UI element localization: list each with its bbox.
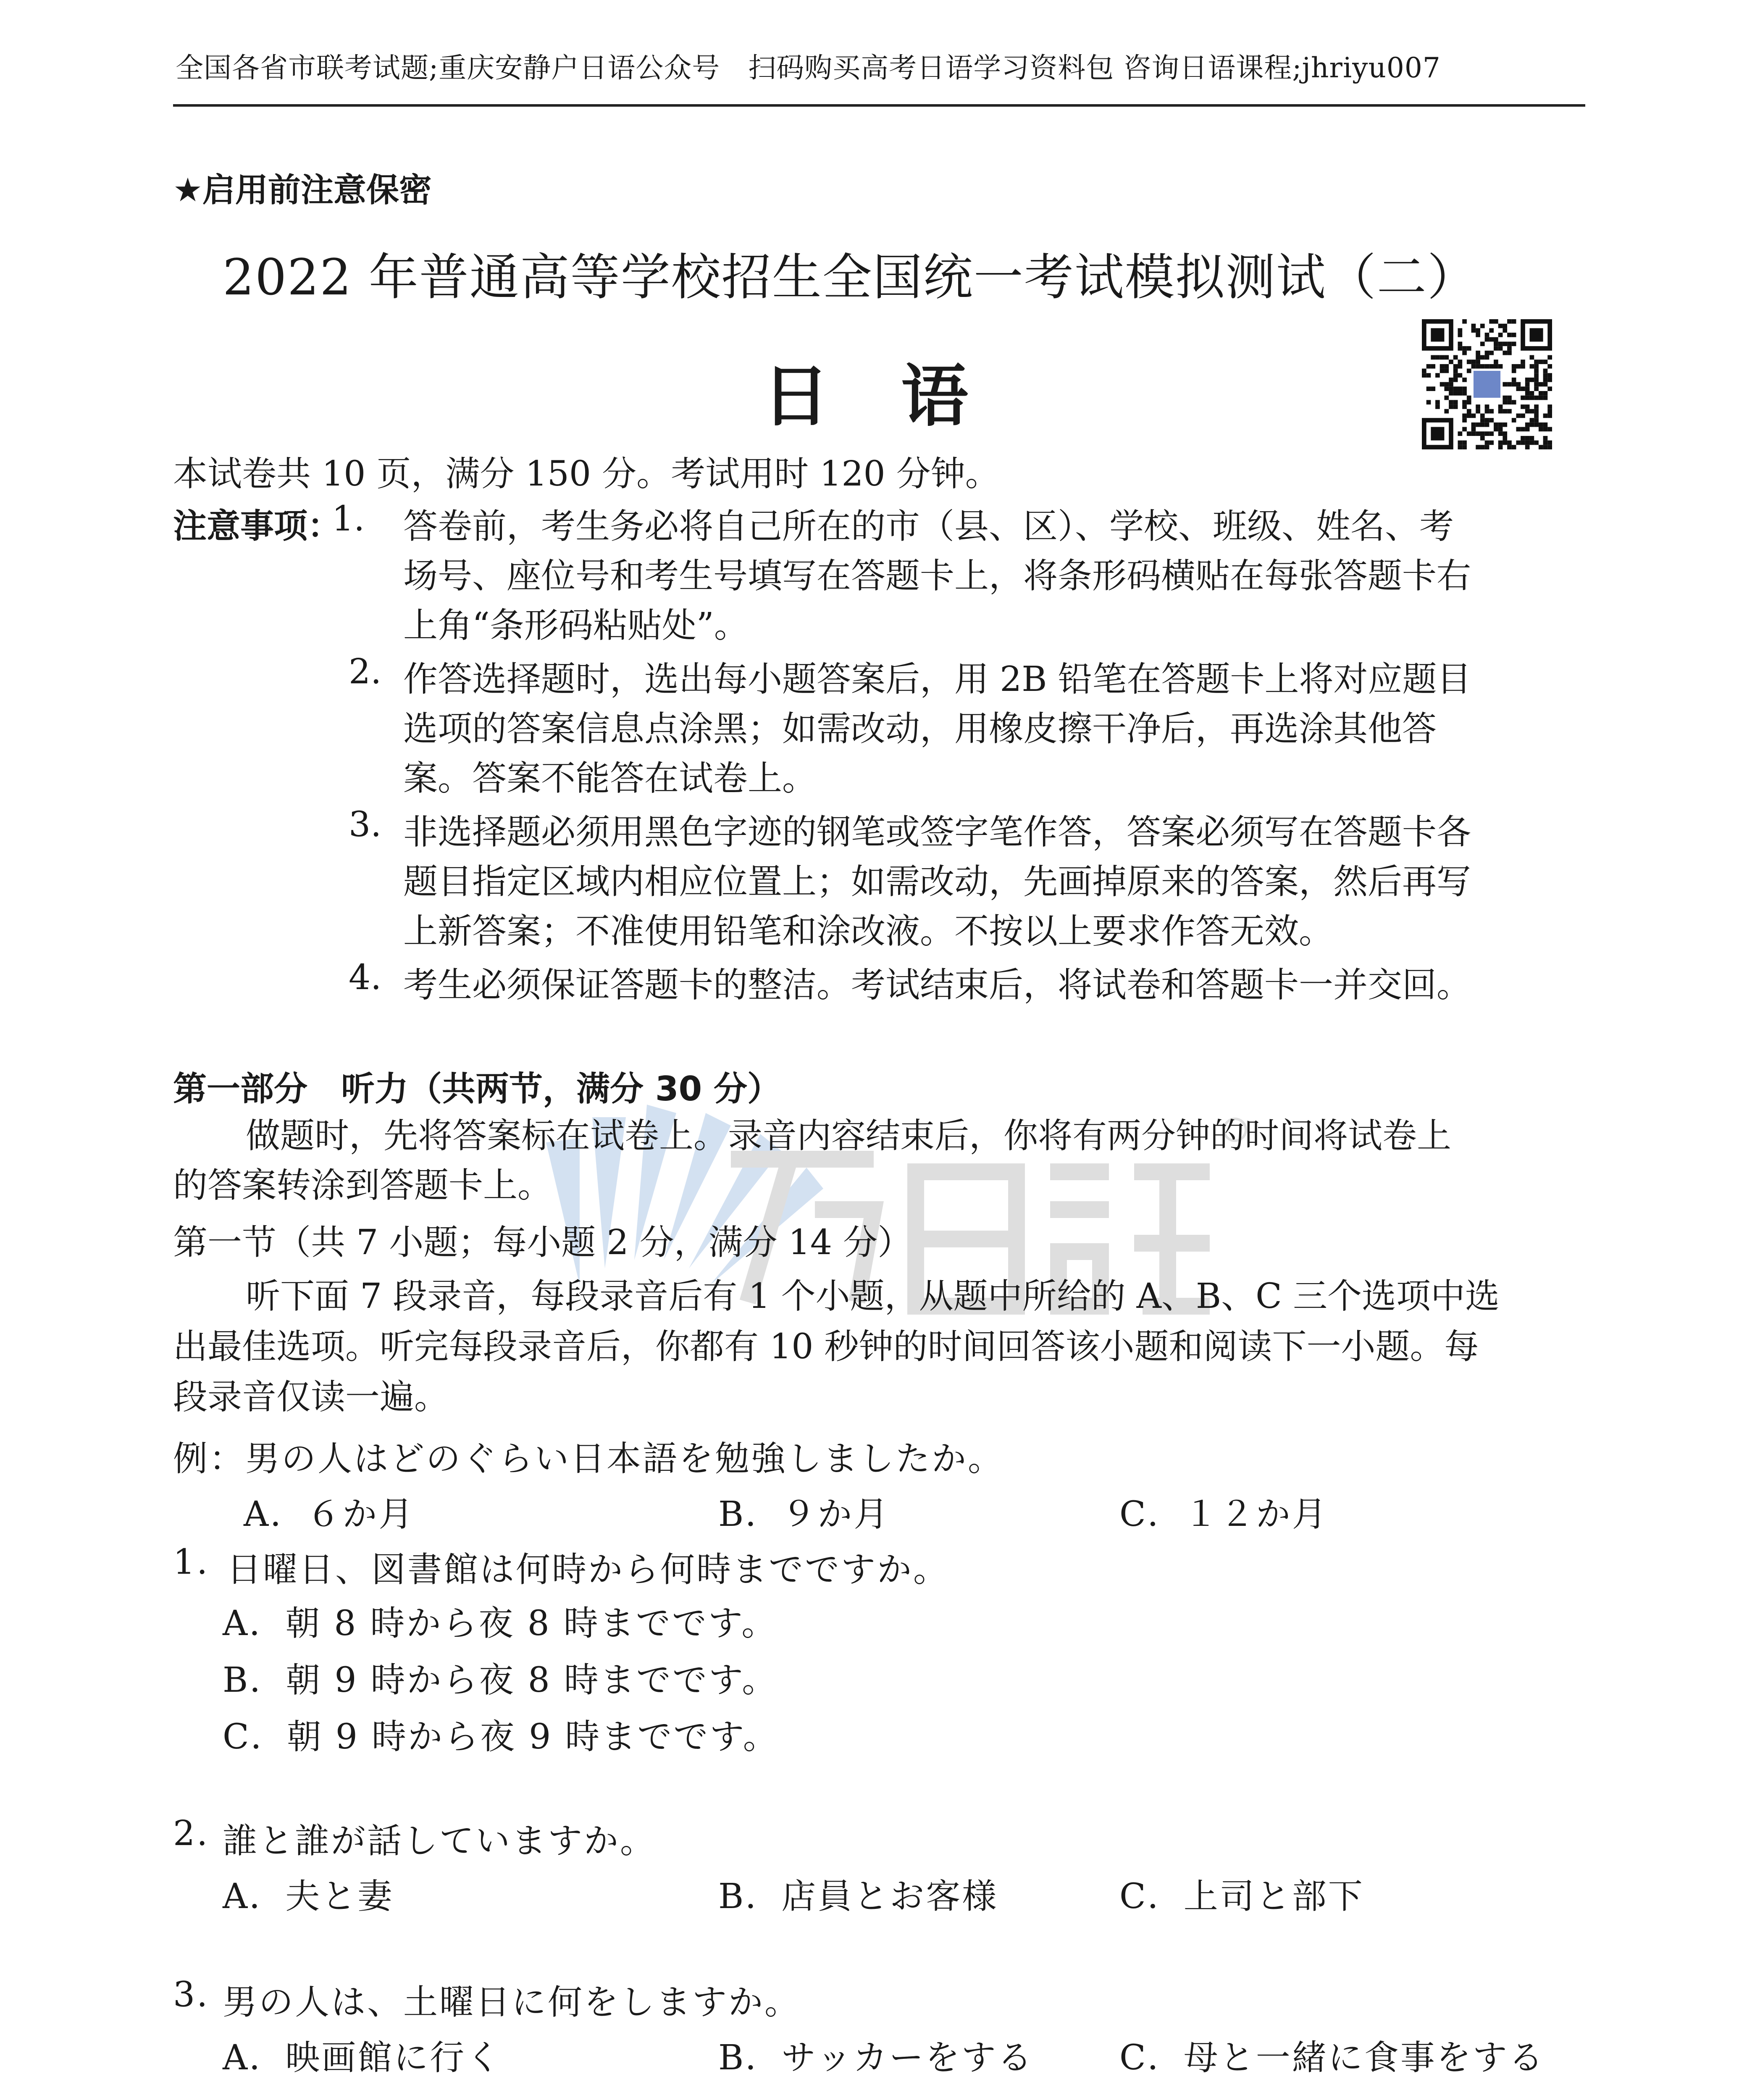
question-1-text: 日曜日、図書館は何時から何時までですか。 [227, 1550, 950, 1590]
question-3-number: 3. [173, 1975, 210, 2015]
example-option-c: C．１２か月 [1119, 1494, 1328, 1534]
question-1-option-b: B．朝 9 時から夜 8 時までです。 [223, 1660, 778, 1700]
note-2-line-1: 作答选择题时，选出每小题答案后，用 2B 铅笔在答题卡上将对应题目 [403, 659, 1471, 699]
question-1-option-c: C．朝 9 時から夜 9 時までです。 [223, 1717, 779, 1757]
note-2-line-3: 案。答案不能答在试卷上。 [403, 759, 817, 798]
question-3-option-c: C．母と一緒に食事をする [1119, 2038, 1545, 2078]
question-2-option-c: C．上司と部下 [1119, 1877, 1364, 1916]
question-3-option-a: A．映画館に行く [223, 2038, 502, 2078]
header-divider [173, 104, 1585, 107]
note-1-line-3: 上角“条形码粘贴处”。 [403, 606, 749, 646]
example-option-b: B．９か月 [718, 1494, 890, 1534]
question-2-option-b: B．店員とお客様 [718, 1877, 998, 1916]
note-1-line-2: 场号、座位号和考生号填写在答题卡上，将条形码横贴在每张答题卡右 [403, 556, 1471, 596]
part1-instruction-line-1: 做题时，先将答案标在试卷上。录音内容结束后，你将有两分钟的时间将试卷上 [246, 1116, 1452, 1156]
note-3-line-1: 非选择题必须用黑色字迹的钢笔或签字笔作答，答案必须写在答题卡各 [403, 812, 1471, 852]
note-4-number: 4. [349, 958, 382, 998]
section1-instruction-line-1: 听下面 7 段录音，每段录音后有 1 个小题，从题中所给的 A、B、C 三个选项中选 [246, 1276, 1500, 1316]
notes-label: 注意事项： [173, 507, 341, 546]
question-1-number: 1. [173, 1542, 210, 1582]
question-1-option-a: A．朝 8 時から夜 8 時までです。 [223, 1604, 778, 1643]
confidential-notice: ★启用前注意保密 [173, 171, 432, 209]
note-1-line-1: 答卷前，考生务必将自己所在的市（县、区）、学校、班级、姓名、考 [403, 507, 1454, 546]
question-2-number: 2. [173, 1814, 210, 1853]
question-3-option-b: B．サッカーをする [718, 2038, 1034, 2078]
section1-instruction-line-2: 出最佳选项。听完每段录音后，你都有 10 秒钟的时间回答该小题和阅读下一小题。每 [173, 1327, 1479, 1367]
note-4-line-1: 考生必须保证答题卡的整洁。考试结束后，将试卷和答题卡一并交回。 [403, 965, 1471, 1005]
question-3-text: 男の人は、土曜日に何をしますか。 [223, 1982, 801, 2022]
part1-instruction-line-2: 的答案转涂到答题卡上。 [173, 1166, 552, 1205]
note-3-line-3: 上新答案；不准使用铅笔和涂改液。不按以上要求作答无效。 [403, 911, 1334, 951]
example-question: 例：男の人はどのぐらい日本語を勉強しましたか。 [173, 1439, 1004, 1479]
exam-title: 2022 年普通高等学校招生全国统一考试模拟测试（二） [223, 248, 1478, 306]
note-2-line-2: 选项的答案信息点涂黑；如需改动，用橡皮擦干净后，再选涂其他答 [403, 709, 1437, 749]
section1-heading: 第一节（共 7 小题；每小题 2 分，满分 14 分） [173, 1223, 912, 1263]
exam-intro: 本试卷共 10 页，满分 150 分。考试用时 120 分钟。 [173, 454, 1000, 494]
part1-heading: 第一部分 听力（共两节，满分 30 分） [173, 1069, 781, 1108]
example-option-a: A．６か月 [244, 1494, 415, 1534]
question-2-option-a: A．夫と妻 [223, 1877, 394, 1916]
note-1-number: 1. [332, 499, 365, 539]
qr-code-icon [1422, 319, 1552, 449]
page-header: 全国各省市联考试题;重庆安静户日语公众号 扫码购买高考日语学习资料包 咨询日语课程;jhriyu007 [176, 52, 1441, 84]
subject-title: 日语 [762, 357, 1040, 436]
note-3-number: 3. [349, 805, 382, 845]
note-3-line-2: 题目指定区域内相应位置上；如需改动，先画掉原来的答案，然后再写 [403, 862, 1471, 902]
question-2-text: 誰と誰が話していますか。 [223, 1821, 657, 1861]
note-2-number: 2. [349, 652, 382, 692]
section1-instruction-line-3: 段录音仅读一遍。 [173, 1377, 449, 1417]
